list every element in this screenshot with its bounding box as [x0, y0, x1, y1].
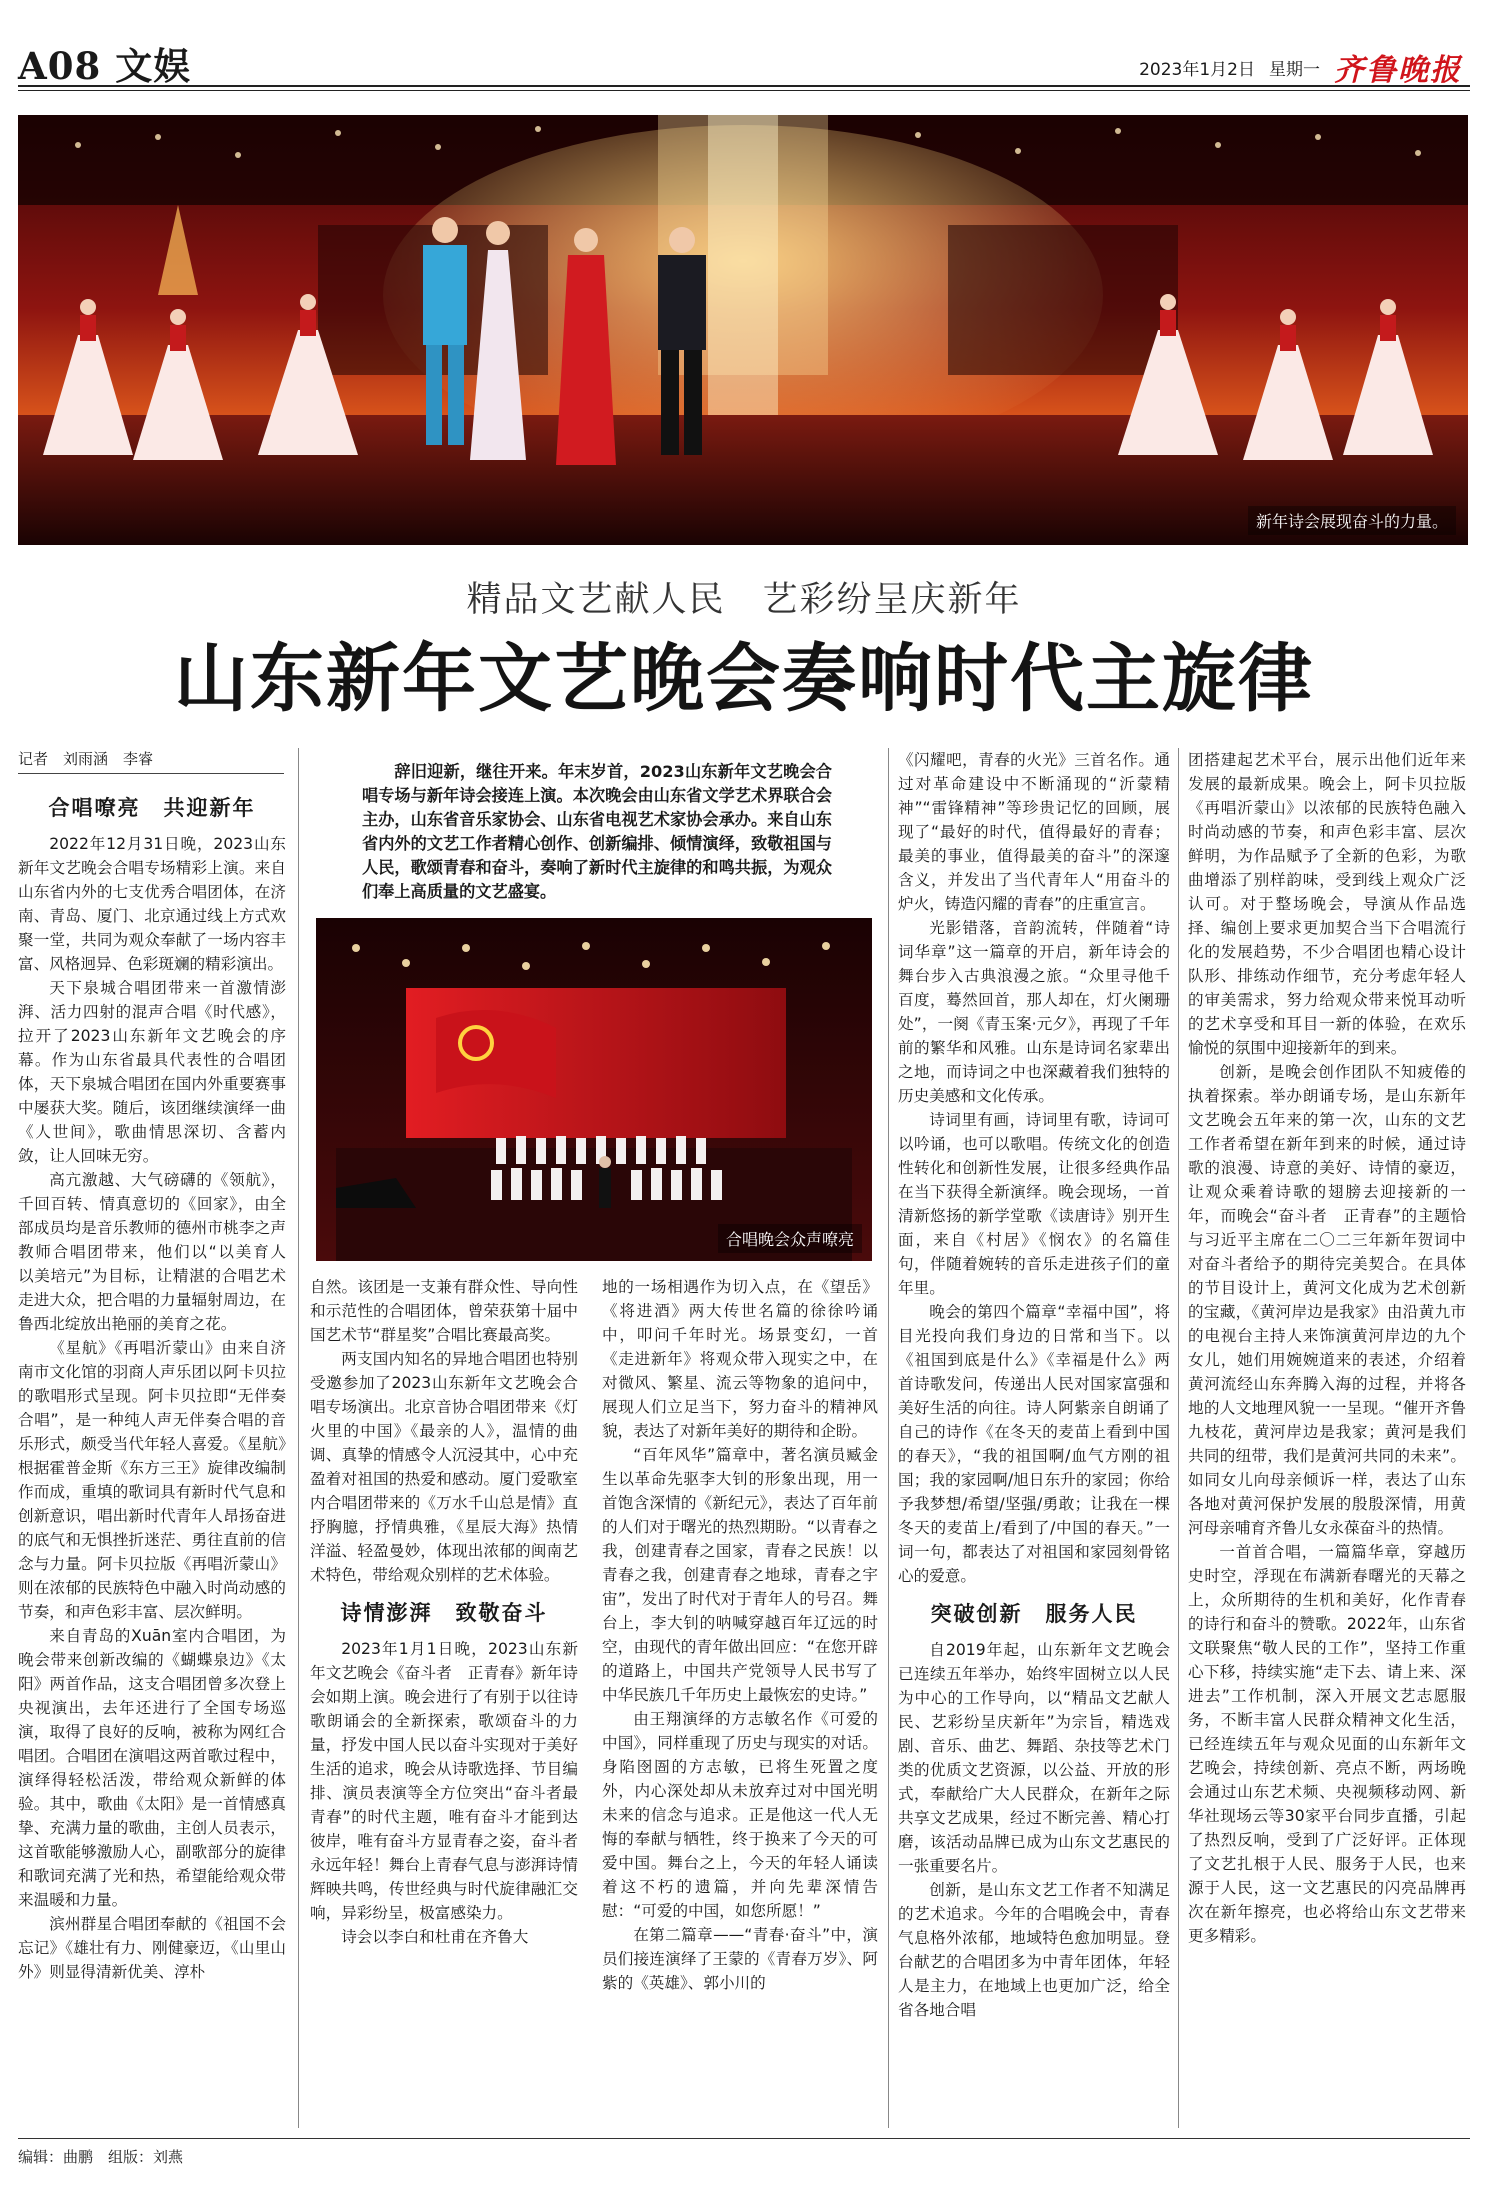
paragraph: 天下泉城合唱团带来一首激情澎湃、活力四射的混声合唱《时代感》，拉开了2023山东新年文艺晚会的序幕。作为山东省最具代表性的合唱团体，天下泉城合唱团在国内外重要赛事中屡获大奖。随后，该团继续演绎一曲《人世间》，歌曲情思深切、含蓄内敛，让人回味无穷。	[18, 979, 286, 1165]
choir-photo	[316, 918, 872, 1261]
lead-paragraph	[362, 760, 832, 904]
paragraph: 创新，是山东文艺工作者不知满足的艺术追求。今年的合唱晚会中，青春气息格外浓郁，地域特色愈加明显。登台献艺的合唱团多为中青年团体，年轻人是主力，在地域上也更加广泛，给全省各地合唱	[898, 1881, 1170, 2019]
section-heading-poetry: 诗情澎湃 致敬奋斗	[340, 1600, 548, 1625]
newspaper-logo: 齐鲁晚报	[1334, 53, 1462, 88]
article-headline: 山东新年文艺晚会奏响时代主旋律	[174, 636, 1314, 722]
column-divider-1	[298, 748, 299, 2128]
footer-rule	[18, 2138, 1470, 2139]
column-4	[898, 748, 1170, 2133]
paragraph: 诗会以李白和杜甫在齐鲁大	[341, 1928, 529, 1946]
header-rule	[18, 85, 1470, 87]
stage-scene-graphic	[18, 115, 1468, 545]
paragraph: 由王翔演绎的方志敏名作《可爱的中国》，同样重现了历史与现实的对话。身陷囹圄的方志敏，已将生死置之度外，内心深处却从未放弃过对中国光明未来的信念与追求。正是他这一代人无悔的奉献与牺牲，终于换来了今天的可爱中国。舞台之上，今天的年轻人诵读着这不朽的遗篇，并向先辈深情告慰：“可爱的中国，如您所愿！”	[602, 1710, 878, 1920]
paragraph: 自2019年起，山东新年文艺晚会已连续五年举办，始终牢固树立以人民为中心的工作导向，以“精品文艺献人民、艺彩纷呈庆新年”为宗旨，精选戏剧、音乐、曲艺、舞蹈、杂技等艺术门类的优质文艺资源，以公益、开放的形式，奉献给广大人民群众，在新年之际共享文艺成果，经过不断完善、精心打磨，该活动品牌已成为山东文艺惠民的一张重要名片。	[898, 1641, 1170, 1875]
header-meta	[1139, 45, 1462, 89]
choir-stage-graphic	[316, 918, 872, 1261]
paragraph: 一首首合唱，一篇篇华章，穿越历史时空，浮现在布满新春曙光的天幕之上，众所期待的生机和美好，化作青春的诗行和奋斗的赞歌。2022年，山东省文联聚焦“敬人民的工作”，坚持工作重心下移，持续实施“走下去、请上来、深进去”工作机制，深入开展文艺志愿服务，不断丰富人民群众精神文化生活，已经连续五年与观众见面的山东新年文艺晚会，持续创新、亮点不断，两场晚会通过山东艺术频、央视频移动网、新华社现场云等30家平台同步直播，引起了热烈反响，受到了广泛好评。正体现了文艺扎根于人民、服务于人民，也来源于人民，这一文艺惠民的闪亮品牌再次在新年擦亮，也必将给山东文艺带来更多精彩。	[1188, 1543, 1466, 1945]
paragraph: 高亢激越、大气磅礴的《领航》，千回百转、情真意切的《回家》，由全部成员均是音乐教师的德州市桃李之声教师合唱团带来，他们以“以美育人 以美培元”为目标，让精湛的合唱艺术走进大众，把合唱的力量辐射周边，在鲁西北绽放出艳丽的美育之花。	[18, 1171, 302, 1333]
paragraph: 《闪耀吧，青春的火光》三首名作。通过对革命建设中不断涌现的“沂蒙精神”“雷锋精神”等珍贵记忆的回顾，展现了“最好的时代，值得最好的青春；最美的事业，值得最美的奋斗”的深邃含义，并发出了当代青年人“用奋斗的炉火，铸造闪耀的青春”的庄重宣言。	[898, 751, 1170, 913]
column-5	[1188, 748, 1466, 2133]
choir-photo-caption: 合唱晚会众声嘹亮	[718, 1224, 862, 1253]
editor-credits: 编辑：曲鹏 组版：刘燕	[18, 2148, 184, 2166]
page-section-label	[18, 36, 191, 90]
paragraph: 在第二篇章——“青春·奋斗”中，演员们接连演绎了王蒙的《青春万岁》、阿紫的《英雄》、郭小川的	[602, 1926, 878, 1992]
article-subtitle: 精品文艺献人民 艺彩纷呈庆新年	[466, 580, 1022, 620]
paragraph: 创新，是晚会创作团队不知疲倦的执着探索。举办朗诵专场，是山东新年文艺晚会五年来的第一次，山东的文艺工作者希望在新年到来的时候，通过诗歌的浪漫、诗意的美好、诗情的豪迈，让观众乘着诗歌的翅膀去迎接新的一年，而晚会“奋斗者 正青春”的主题恰与习近平主席在二〇二三年新年贺词中对奋斗者给予的期待完美契合。在具体的节目设计上，黄河文化成为艺术创新的宝藏，《黄河岸边是我家》由沿黄九市的电视台主持人来饰演黄河岸边的九个女儿，她们用婉婉道来的表述，介绍着黄河流经山东奔腾入海的过程，并将各地的人文地理风貌一一呈现。“催开齐鲁九枝花，黄河岸边是我家；黄河是我们共同的纽带，我们是黄河共同的未来”。如同女儿向母亲倾诉一样，表达了山东各地对黄河保护发展的殷殷深情，用黄河母亲哺育齐鲁儿女永葆奋斗的热情。	[1188, 1063, 1466, 1537]
column-1	[18, 782, 302, 2132]
section-name: 文娱	[115, 44, 192, 88]
paragraph: 光影错落，音韵流转，伴随着“诗词华章”这一篇章的开启，新年诗会的舞台步入古典浪漫之旅。“众里寻他千百度，蓦然回首，那人却在，灯火阑珊处”，一阕《青玉案·元夕》，再现了千年前的繁华和风雅。山东是诗词名家辈出之地，而诗词之中也深藏着我们独特的历史美感和文化传承。	[898, 919, 1170, 1105]
paragraph: 滨州群星合唱团奉献的《祖国不会忘记》《雄壮有力、刚健豪迈，《山里山外》则显得清新优美、淳朴	[18, 1915, 286, 1981]
paragraph: 团搭建起艺术平台，展示出他们近年来发展的最新成果。晚会上，阿卡贝拉版《再唱沂蒙山》以浓郁的民族特色融入时尚动感的节奏，和声色彩丰富、层次鲜明，为作品赋予了全新的色彩，为歌曲增添了别样韵味，受到线上观众广泛认可。对于整场晚会，导演从作品选择、编创上要求更加契合当下合唱流行化的发展趋势，不少合唱团也精心设计队形、排练动作细节，充分考虑年轻人的审美需求，努力给观众带来悦耳动听的艺术享受和耳目一新的体验，在欢乐愉悦的氛围中迎接新年的到来。	[1188, 751, 1466, 1057]
paragraph: 2023年1月1日晚，2023山东新年文艺晚会《奋斗者 正青春》新年诗会如期上演。晚会进行了有别于以往诗歌朗诵会的全新探索，歌颂奋斗的力量，抒发中国人民以奋斗实现对于美好生活的追求，晚会从诗歌选择、节目编排、演员表演等全方位突出“奋斗者最青春”的时代主题，唯有奋斗才能到达彼岸，唯有奋斗方显青春之姿，奋斗者永远年轻！舞台上青春气息与澎湃诗情辉映共鸣，传世经典与时代旋律融汇交响，异彩纷呈，极富感染力。	[310, 1640, 578, 1922]
paragraph: 来自青岛的Xuān室内合唱团，为晚会带来创新改编的《蝴蝶泉边》《太阳》两首作品，这支合唱团曾多次登上央视演出，去年还进行了全国专场巡演，取得了良好的反响，被称为网红合唱团。合唱团在演唱这两首歌过程中，演绎得轻松活泼，带给观众新鲜的体验。其中，歌曲《太阳》是一首情感真挚、充满力量的歌曲，主创人员表示，这首歌能够激励人心，副歌部分的旋律和歌词充满了光和热，希望能给观众带来温暖和力量。	[18, 1627, 286, 1909]
section-heading-innovation: 突破创新 服务人民	[930, 1601, 1138, 1626]
paragraph: “百年风华”篇章中，著名演员臧金生以革命先驱李大钊的形象出现，用一首饱含深情的《新纪元》，表达了百年前的人们对于曙光的热烈期盼。“以青春之我，创建青春之国家，青春之民族！以青春之我，创建青春之地球，青春之宇宙”，发出了时代对于青年人的号召。舞台上，李大钊的呐喊穿越百年辽远的时空，由现代的青年做出回应：“在您开辟的道路上，中国共产党领导人民书写了中华民族几千年历史上最恢宏的史诗。”	[602, 1446, 878, 1704]
hero-photo	[18, 115, 1468, 545]
byline: 记者 刘雨涵 李睿	[18, 748, 284, 774]
paragraph: 诗词里有画，诗词里有歌，诗词可以吟诵，也可以歌唱。传统文化的创造性转化和创新性发展，让很多经典作品在当下获得全新演绎。晚会现场，一首清新悠扬的新学堂歌《读唐诗》别开生面，来自《村居》《悯农》的名篇佳句，伴随着婉转的音乐走进孩子们的童年里。	[898, 1111, 1170, 1297]
header-rule-thin	[18, 90, 1470, 91]
hero-photo-caption: 新年诗会展现奋斗的力量。	[1248, 506, 1456, 535]
column-divider-3	[1178, 748, 1179, 2128]
issue-date: 2023年1月2日	[1139, 59, 1255, 80]
column-divider-2	[888, 748, 889, 2128]
weekday: 星期一	[1269, 59, 1320, 80]
paragraph: 两支国内知名的异地合唱团也特别受邀参加了2023山东新年文艺晚会合唱专场演出。北京音协合唱团带来《灯火里的中国》《最亲的人》，温情的曲调、真挚的情感令人沉浸其中，心中充盈着对祖国的热爱和感动。厦门爱歌室内合唱团带来的《万水千山总是情》直抒胸臆，抒情典雅，《星辰大海》热情洋溢、轻盈曼妙，体现出浓郁的闽南艺术特色，带给观众别样的艺术体验。	[310, 1350, 578, 1584]
paragraph: 自然。该团是一支兼有群众性、导向性和示范性的合唱团体，曾荣获第十届中国艺术节“群星奖”合唱比赛最高奖。	[310, 1278, 578, 1344]
paragraph: 《星航》《再唱沂蒙山》由来自济南市文化馆的羽商人声乐团以阿卡贝拉的歌唱形式呈现。阿卡贝拉即“无伴奏合唱”，是一种纯人声无伴奏合唱的音乐形式，颇受当代年轻人喜爱。《星航》根据霍普金斯《东方三王》旋律改编制作而成，重填的歌词具有新时代气息和创新意识，唱出新时代青年人昂扬奋进的底气和无惧挫折迷茫、勇往直前的信念与力量。阿卡贝拉版《再唱沂蒙山》则在浓郁的民族特色中融入时尚动感的节奏，和声色彩丰富、层次鲜明。	[18, 1339, 286, 1621]
section-heading-chorus: 合唱嘹亮 共迎新年	[48, 795, 256, 820]
paragraph: 地的一场相遇作为切入点，在《望岳》《将进酒》两大传世名篇的徐徐吟诵中，叩问千年时光。场景变幻，一首《走进新年》将观众带入现实之中，在对微风、繁星、流云等物象的追问中，展现人们立足当下，努力奋斗的精神风貌，表达了对新年美好的期待和企盼。	[602, 1278, 878, 1440]
lead-text: 辞旧迎新，继往开来。年末岁首，2023山东新年文艺晚会合唱专场与新年诗会接连上演。本次晚会由山东省文学艺术界联合会主办，山东省音乐家协会、山东省电视艺术家协会承办。来自山东省内外的文艺工作者精心创作、创新编排、倾情演绎，致敬祖国与人民，歌颂青春和奋斗，奏响了新时代主旋律的和鸣共振，为观众们奉上高质量的文艺盛宴。	[362, 762, 832, 901]
column-2	[310, 1275, 578, 2135]
page-code: A08	[18, 44, 102, 88]
paragraph: 晚会的第四个篇章“幸福中国”，将目光投向我们身边的日常和当下。以《祖国到底是什么》《幸福是什么》两首诗歌发问，传递出人民对国家富强和美好生活的向往。诗人阿紫亲自朗诵了自己的诗作《在冬天的麦苗上看到中国的春天》，“我的祖国啊/血气方刚的祖国；我的家园啊/旭日东升的家园；你给予我梦想/希望/坚强/勇敢；让我在一棵冬天的麦苗上/看到了/中国的春天。”一词一句，都表达了对祖国和家园刻骨铭心的爱意。	[898, 1303, 1170, 1585]
column-3	[602, 1275, 878, 2135]
paragraph: 2022年12月31日晚，2023山东新年文艺晚会合唱专场精彩上演。来自山东省内外的七支优秀合唱团体，在济南、青岛、厦门、北京通过线上方式欢聚一堂，共同为观众奉献了一场内容丰富、风格迥异、色彩斑斓的精彩演出。	[18, 835, 286, 973]
